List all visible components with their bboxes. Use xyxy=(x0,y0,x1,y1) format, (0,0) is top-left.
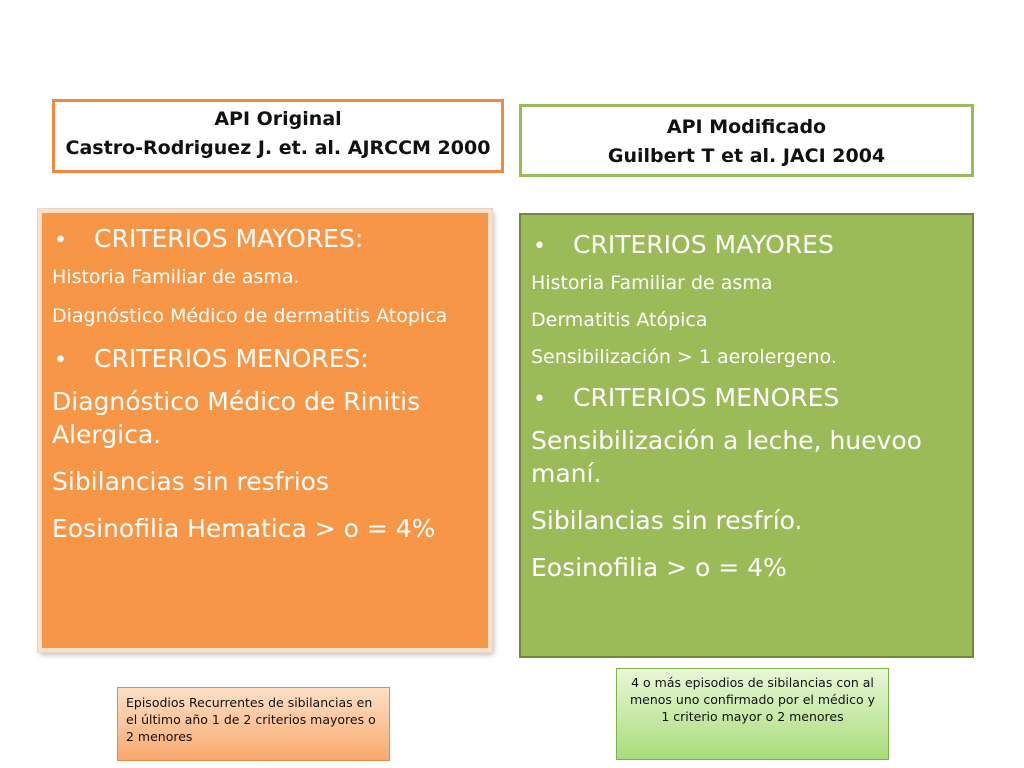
heading-text: CRITERIOS MAYORES xyxy=(573,230,834,259)
criteria-item: Sensibilización > 1 aerolergeno. xyxy=(531,346,837,368)
criteria-item: Diagnóstico Médico de dermatitis Atopica xyxy=(52,305,448,327)
title-right-line1: API Modificado xyxy=(666,116,827,138)
title-left-line1: API Original xyxy=(214,108,342,130)
criteria-item: Historia Familiar de asma xyxy=(531,272,773,294)
minor-criteria-heading xyxy=(52,343,488,377)
modified-definition-note: 4 o más episodios de sibilancias con al menos uno confirmado por el médico y 1 criterio mayor o 2 menores xyxy=(616,668,889,760)
api-modificado-title xyxy=(519,104,974,177)
heading-text: CRITERIOS MENORES xyxy=(573,383,840,412)
bullet-icon: • xyxy=(54,348,67,373)
criteria-item: Dermatitis Atópica xyxy=(531,309,708,331)
heading-text: CRITERIOS MENORES: xyxy=(94,344,369,373)
title-left-line2: Castro-Rodriguez J. et. al. AJRCCM 2000 xyxy=(65,137,491,159)
heading-text: CRITERIOS MAYORES: xyxy=(94,224,364,253)
bullet-icon: • xyxy=(533,234,546,259)
bullet-icon: • xyxy=(54,228,67,253)
major-criteria-heading xyxy=(52,223,488,257)
major-criteria-heading xyxy=(531,229,972,263)
criteria-item: Diagnóstico Médico de Rinitis Alergica. xyxy=(52,387,421,449)
criteria-item: Eosinofilia Hematica > o = 4% xyxy=(52,514,436,543)
bullet-icon: • xyxy=(533,387,546,412)
minor-criteria-heading xyxy=(531,382,972,416)
criteria-item: Sibilancias sin resfrío. xyxy=(531,506,803,535)
criteria-item: Historia Familiar de asma. xyxy=(52,266,300,288)
api-original-title xyxy=(52,99,504,173)
criteria-item: Sensibilización a leche, huevoo maní. xyxy=(531,426,922,488)
criteria-item: Sibilancias sin resfrios xyxy=(52,467,329,496)
modified-criteria-panel xyxy=(519,213,974,658)
original-criteria-panel xyxy=(38,209,492,652)
title-right-line2: Guilbert T et al. JACI 2004 xyxy=(607,145,886,167)
criteria-item: Eosinofilia > o = 4% xyxy=(531,553,787,582)
original-definition-note: Episodios Recurrentes de sibilancias en el último año 1 de 2 criterios mayores o 2 menores xyxy=(117,687,390,761)
